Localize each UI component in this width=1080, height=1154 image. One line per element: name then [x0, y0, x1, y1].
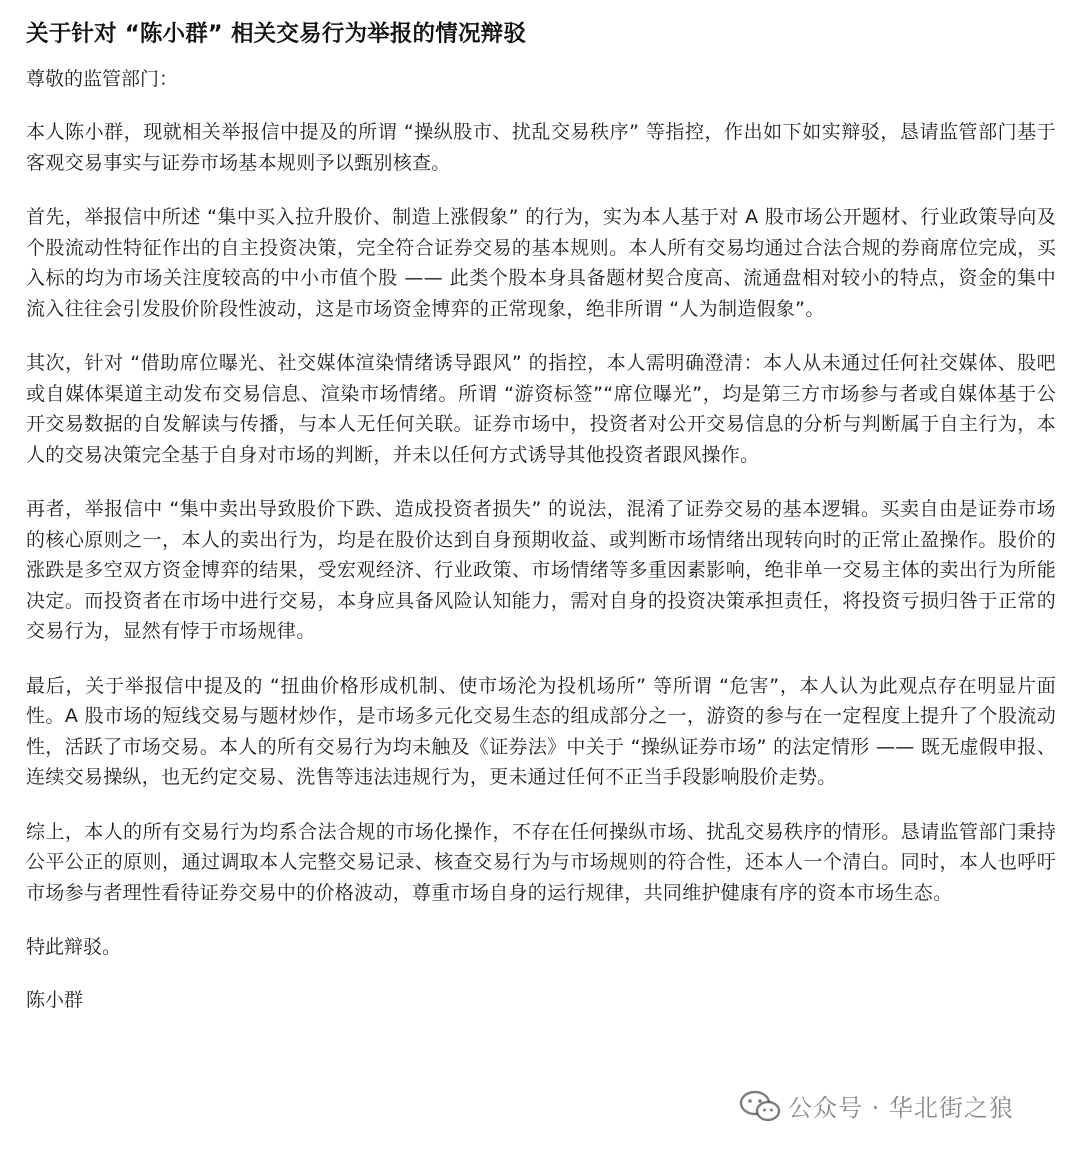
- paragraph-first: 首先，举报信中所述 “集中买入拉升股价、制造上涨假象” 的行为，实为本人基于对 A 股市场公开题材、行业政策导向及个股流动性特征作出的自主投资决策，完全符合证券交易的基本规则。本人所有交易均通过合法合规的券商席位完成，买入标的均为市场关注度较高的中小市值个股 —— 此类个股本身具备题材契合度高、流通盘相对较小的特点，资金的集中流入往往会引发股价阶段性波动，这是市场资金博弈的正常现象，绝非所谓 “人为制造假象”。: [26, 206, 1056, 320]
- wechat-logo-icon: [738, 1089, 782, 1123]
- closing-line: 特此辩驳。: [26, 936, 122, 958]
- document-title: 关于针对 “陈小群” 相关交易行为举报的情况辩驳: [26, 21, 527, 47]
- paragraph-third: 再者，举报信中 “集中卖出导致股价下跌、造成投资者损失” 的说法，混淆了证券交易的基本逻辑。买卖自由是证券市场的核心原则之一，本人的卖出行为，均是在股价达到自身预期收益、或判断市场情绪出现转向时的正常止盈操作。股价的涨跌是多空双方资金博弈的结果，受宏观经济、行业政策、市场情绪等多重因素影响，绝非单一交易主体的卖出行为所能决定。而投资者在市场中进行交易，本身应具备风险认知能力，需对自身的投资决策承担责任，将投资亏损归咎于正常的交易行为，显然有悖于市场规律。: [26, 498, 1056, 642]
- salutation: 尊敬的监管部门：: [26, 68, 179, 90]
- signature: 陈小群: [26, 989, 84, 1011]
- document: [26, 18, 1056, 1016]
- paragraph-second: 其次，针对 “借助席位曝光、社交媒体渲染情绪诱导跟风” 的指控，本人需明确澄清：本人从未通过任何社交媒体、股吧或自媒体渠道主动发布交易信息、渲染市场情绪。所谓 “游资标签”“席位曝光”，均是第三方市场参与者或自媒体基于公开交易数据的自发解读与传播，与本人无任何关联。证券市场中，投资者对公开交易信息的分析与判断属于自主行为，本人的交易决策完全基于自身对市场的判断，并未以任何方式诱导其他投资者跟风操作。: [26, 352, 1056, 466]
- paragraph-intro: 本人陈小群，现就相关举报信中提及的所谓 “操纵股市、扰乱交易秩序” 等指控，作出如下如实辩驳，恳请监管部门基于客观交易事实与证券市场基本规则予以甄别核查。: [26, 121, 1056, 174]
- watermark: [738, 1088, 1014, 1123]
- paragraph-finally: 最后，关于举报信中提及的 “扭曲价格形成机制、使市场沦为投机场所” 等所谓 “危害”，本人认为此观点存在明显片面性。A 股市场的短线交易与题材炒作，是市场多元化交易生态的组成部分之一，游资的参与在一定程度上提升了个股流动性，活跃了市场交易。本人的所有交易行为均未触及《证券法》中关于 “操纵证券市场” 的法定情形 —— 既无虚假申报、连续交易操纵，也无约定交易、洗售等违法违规行为，更未通过任何不正当手段影响股价走势。: [26, 674, 1056, 788]
- paragraph-summary: 综上，本人的所有交易行为均系合法合规的市场化操作，不存在任何操纵市场、扰乱交易秩序的情形。恳请监管部门秉持公平公正的原则，通过调取本人完整交易记录、核查交易行为与市场规则的符合性，还本人一个清白。同时，本人也呼吁市场参与者理性看待证券交易中的价格波动，尊重市场自身的运行规律，共同维护健康有序的资本市场生态。: [26, 820, 1056, 904]
- watermark-text: 公众号 · 华北街之狼: [788, 1094, 1014, 1122]
